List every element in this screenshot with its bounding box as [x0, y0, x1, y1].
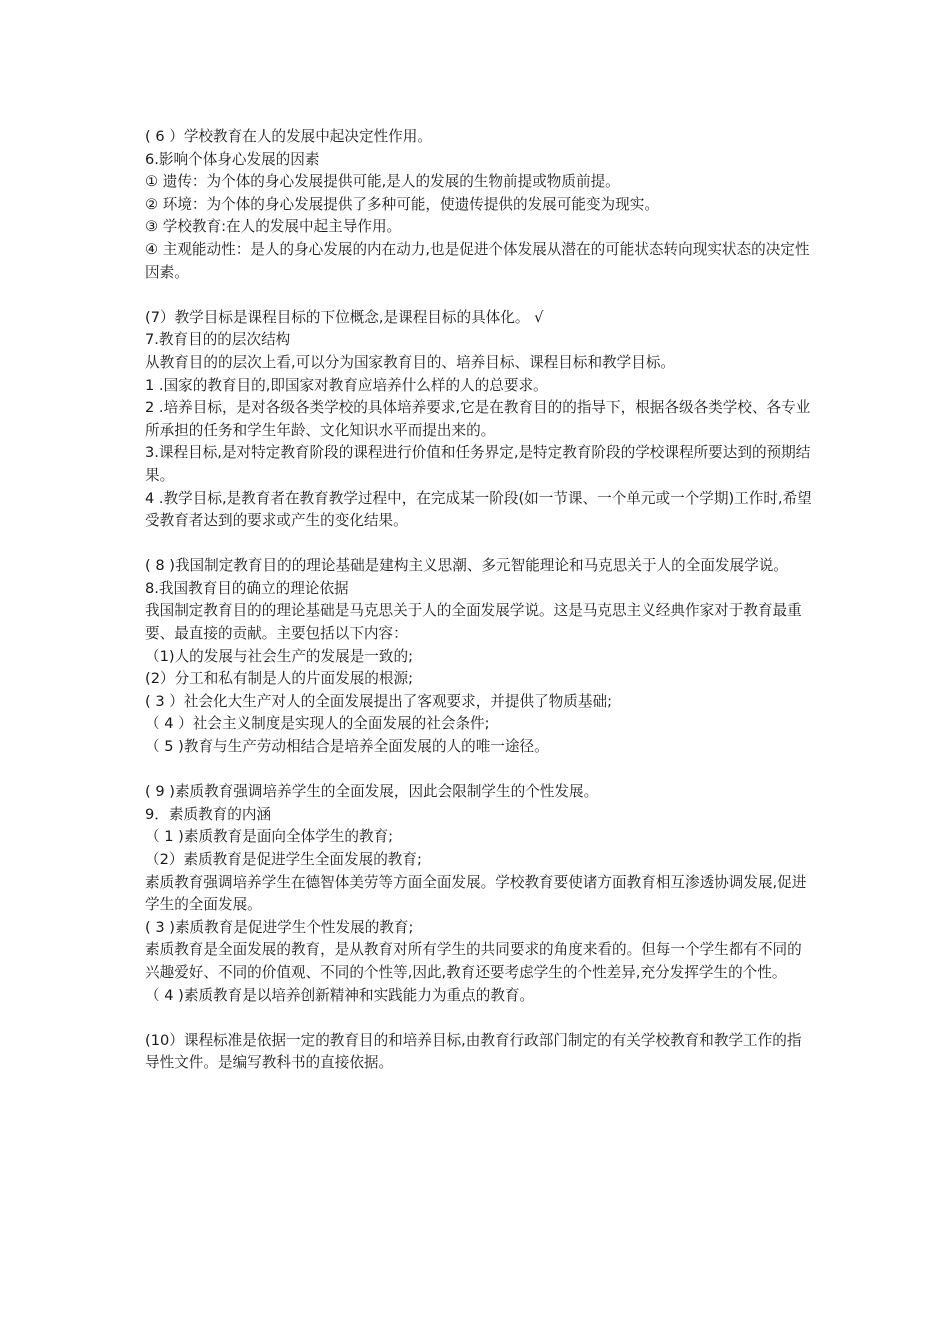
- quality-item: （ 1 )素质教育是面向全体学生的教育;: [145, 828, 394, 846]
- intro-7: 从教育目的的层次上看,可以分为国家教育目的、培养目标、课程目标和教学目标。: [145, 353, 676, 371]
- paragraph-gap: [145, 1007, 815, 1030]
- quality-explanation: 素质教育强调培养学生在德智体美劳等方面全面发展。学校教育要使诸方面教育相互渗透协调发展,促进学生的全面发展。: [145, 873, 807, 914]
- paragraph-gap: [145, 284, 815, 307]
- heading-9: 9．素质教育的内涵: [145, 805, 272, 823]
- heading-7: 7.教育目的的层次结构: [145, 331, 291, 349]
- factor-item: ② 环境：为个体的身心发展提供了多种可能，使遗传提供的发展可能变为现实。: [145, 195, 659, 213]
- quality-explanation: 素质教育是全面发展的教育，是从教育对所有学生的共同要求的角度来看的。但每一个学生都有不同的兴趣爱好、不同的价值观、不同的个性等,因此,教育还要考虑学生的个性差异,充分发挥学生的个性。: [145, 941, 802, 981]
- statement-6: ( 6 ）学校教育在人的发展中起决定性作用。: [145, 128, 432, 145]
- theory-item: (2）分工和私有制是人的片面发展的根源;: [145, 670, 413, 688]
- goal-level-item: 3.课程目标,是对特定教育阶段的课程进行价值和任务界定,是特定教育阶段的学校课程所要达到的预期结果。: [145, 444, 811, 484]
- theory-item: ( 3 ）社会化大生产对人的全面发展提出了客观要求，并提供了物质基础;: [145, 692, 612, 710]
- theory-item: （ 4 ）社会主义制度是实现人的全面发展的社会条件;: [145, 715, 490, 733]
- factor-item: ④ 主观能动性：是人的身心发展的内在动力,也是促进个体发展从潜在的可能状态转向现实状态的决定性因素。: [145, 240, 810, 281]
- paragraph-gap: [145, 759, 815, 782]
- intro-8: 我国制定教育目的的理论基础是马克思关于人的全面发展学说。这是马克思主义经典作家对于教育最重要、最直接的贡献。主要包括以下内容：: [145, 602, 802, 643]
- factor-item: ③ 学校教育:在人的发展中起主导作用。: [145, 218, 402, 236]
- statement-8: ( 8 )我国制定教育目的的理论基础是建构主义思潮、多元智能理论和马克思关于人的全面发展学说。: [145, 557, 788, 575]
- factor-item: ① 遗传：为个体的身心发展提供可能,是人的发展的生物前提或物质前提。: [145, 173, 620, 191]
- paragraph-gap: [145, 533, 815, 556]
- quality-item: （ 4 )素质教育是以培养创新精神和实践能力为重点的教育。: [145, 986, 535, 1004]
- theory-item: （ 5 )教育与生产劳动相结合是培养全面发展的人的唯一途径。: [145, 738, 549, 756]
- goal-level-item: 4 .教学目标,是教育者在教育教学过程中，在完成某一阶段(如一节课、一个单元或一个学期)工作时,希望受教育者达到的要求或产生的变化结果。: [145, 489, 812, 530]
- theory-item: （1)人的发展与社会生产的发展是一致的;: [145, 647, 413, 665]
- document-page: [145, 126, 815, 1075]
- statement-7: (7）教学目标是课程目标的下位概念,是课程目标的具体化。 √: [145, 308, 544, 326]
- goal-level-item: 1 .国家的教育目的,即国家对教育应培养什么样的人的总要求。: [145, 376, 548, 394]
- quality-item: ( 3 )素质教育是促进学生个性发展的教育;: [145, 918, 414, 936]
- statement-10: (10）课程标准是依据一定的教育目的和培养目标,由教育行政部门制定的有关学校教育和教学工作的指导性文件。是编写教科书的直接依据。: [145, 1031, 802, 1072]
- goal-level-item: 2 .培养目标，是对各级各类学校的具体培养要求,它是在教育目的的指导下，根据各级各类学校、各专业所承担的任务和学生年龄、文化知识水平而提出来的。: [145, 399, 811, 439]
- heading-6: 6.影响个体身心发展的因素: [145, 150, 320, 168]
- heading-8: 8.我国教育目的确立的理论依据: [145, 579, 349, 597]
- quality-item: （2）素质教育是促进学生全面发展的教育;: [145, 851, 422, 868]
- statement-9: ( 9 )素质教育强调培养学生的全面发展，因此会限制学生的个性发展。: [145, 783, 599, 801]
